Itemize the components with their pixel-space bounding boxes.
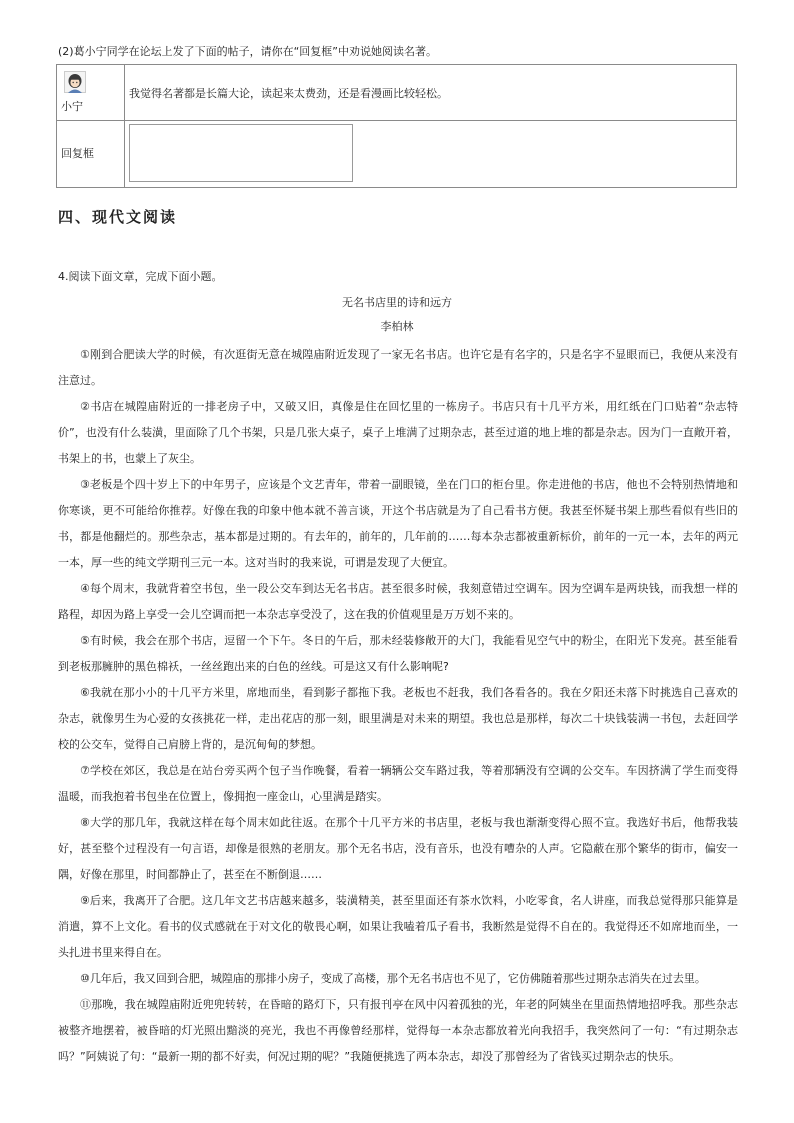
section-title: 四、现代文阅读: [58, 208, 178, 226]
paragraph: ⑨后来，我离开了合肥。这几年文艺书店越来越多，装潢精美，甚至里面还有茶水饮料，小吃零食，名人讲座，而我总觉得那只能算是消遣，算不上文化。看书的仪式感就在于对文化的敬畏心啊，如果让我嗑着瓜子看书，我断然是觉得不自在的。我觉得还不如席地而坐，一头扎进书里来得自在。: [58, 894, 738, 959]
forum-post-table: [56, 64, 737, 188]
article-title: 无名书店里的诗和远方: [342, 296, 452, 309]
paragraph: ③老板是个四十岁上下的中年男子，应该是个文艺青年，带着一副眼镜，坐在门口的柜台里。你走进他的书店，他也不会特别热情地和你寒谈，更不可能给你推荐。好像在我的印象中他本就不善言谈，开这个书店就是为了自己看书方便。我甚至怀疑书架上那些看似有些旧的书，都是他翻烂的。那些杂志，基本都是过期的。有去年的，前年的，几年前的……每本杂志都被重新标价，前年的一元一本，去年的两元一本，厚一些的纯文学期刊三元一本。这对当时的我来说，可谓是发现了大便宜。: [58, 478, 738, 569]
paragraph: ④每个周末，我就背着空书包，坐一段公交车到达无名书店。甚至很多时候，我刻意错过空调车。因为空调车是两块钱，而我想一样的路程，却因为路上享受一会儿空调而把一本杂志享受没了，这在我的价值观里是万万划不来的。: [58, 582, 738, 621]
question-2-prompt: (2)葛小宁同学在论坛上发了下面的帖子，请你在“回复框”中劝说她阅读名著。: [58, 45, 437, 58]
reply-label: 回复框: [61, 147, 94, 160]
user-cell: [57, 65, 125, 121]
paragraph: ⑧大学的那几年，我就这样在每个周末如此往返。在那个十几平方米的书店里，老板与我也渐渐变得心照不宣。我选好书后，他帮我装好，甚至整个过程没有一句言语，却像是很熟的老朋友。那个无名书店，没有音乐，也没有嘈杂的人声。它隐蔽在那个繁华的街市，偏安一隅，好像在那里，时间都静止了，甚至在不断倒退……: [58, 816, 738, 881]
reply-input-cell: [125, 121, 737, 188]
post-row: [57, 65, 737, 121]
paragraph: ⑤有时候，我会在那个书店，逗留一个下午。冬日的午后，那未经装修敞开的大门，我能看见空气中的粉尘，在阳光下发亮。甚至能看到老板那臃肿的黑色棉袄，一丝丝跑出来的白色的丝线。可是这又有什么影响呢?: [58, 634, 738, 673]
paragraph: ⑩几年后，我又回到合肥，城隍庙的那排小房子，变成了高楼，那个无名书店也不见了，它仿佛随着那些过期杂志消失在过去里。: [80, 972, 706, 985]
paragraph: ①刚到合肥读大学的时候，有次逛街无意在城隍庙附近发现了一家无名书店。也许它是有名字的，只是名字不显眼而已，我便从来没有注意过。: [58, 348, 738, 387]
article-body: [58, 342, 738, 1070]
post-content: 我觉得名著都是长篇大论，读起来太费劲，还是看漫画比较轻松。: [125, 65, 737, 121]
paragraph: ⑥我就在那小小的十几平方米里，席地而坐，看到影子都拖下我。老板也不赶我，我们各看各的。我在夕阳还未落下时挑选自己喜欢的杂志，就像男生为心爱的女孩挑花一样，走出花店的那一刻，眼里满是对未来的期望。我也总是那样，每次二十块钱装满一书包，去赶回学校的公交车，觉得自己肩膀上背的，是沉甸甸的梦想。: [58, 686, 738, 751]
article-author: 李柏林: [380, 320, 414, 333]
user-name: 小宁: [61, 100, 83, 113]
reply-row: [57, 121, 737, 188]
paragraph: ②书店在城隍庙附近的一排老房子中，又破又旧，真像是住在回忆里的一栋房子。书店只有十几平方米，用红纸在门口贴着“杂志特价”，也没有什么装潢，里面除了几个书架，只是几张大桌子，桌子上堆满了过期杂志，甚至过道的地上堆的都是杂志。因为门一直敞开着，书架上的书，也蒙上了灰尘。: [58, 400, 738, 465]
reply-label-cell: [57, 121, 125, 188]
paragraph: ⑦学校在郊区，我总是在站台旁买两个包子当作晚餐，看着一辆辆公交车路过我，等着那辆没有空调的公交车。车因挤满了学生而变得温暖，而我抱着书包坐在位置上，像拥抱一座金山，心里满是踏实。: [58, 764, 738, 803]
reply-input[interactable]: [129, 124, 353, 182]
avatar-icon: [64, 71, 86, 93]
question-4-prompt: 4.阅读下面文章，完成下面小题。: [58, 270, 223, 283]
paragraph: ⑪那晚，我在城隍庙附近兜兜转转，在昏暗的路灯下，只有报刊亭在风中闪着孤独的光，年老的阿姨坐在里面热情地招呼我。那些杂志被整齐地摆着，被昏暗的灯光照出黯淡的亮光，我也不再像曾经那样，觉得每一本杂志都放着光向我招手，我突然问了一句：“有过期杂志吗？”阿姨说了句：“最新一期的都不好卖，何况过期的呢？”我随便挑选了两本杂志，却没了那曾经为了省钱买过期杂志的快乐。: [58, 998, 738, 1063]
